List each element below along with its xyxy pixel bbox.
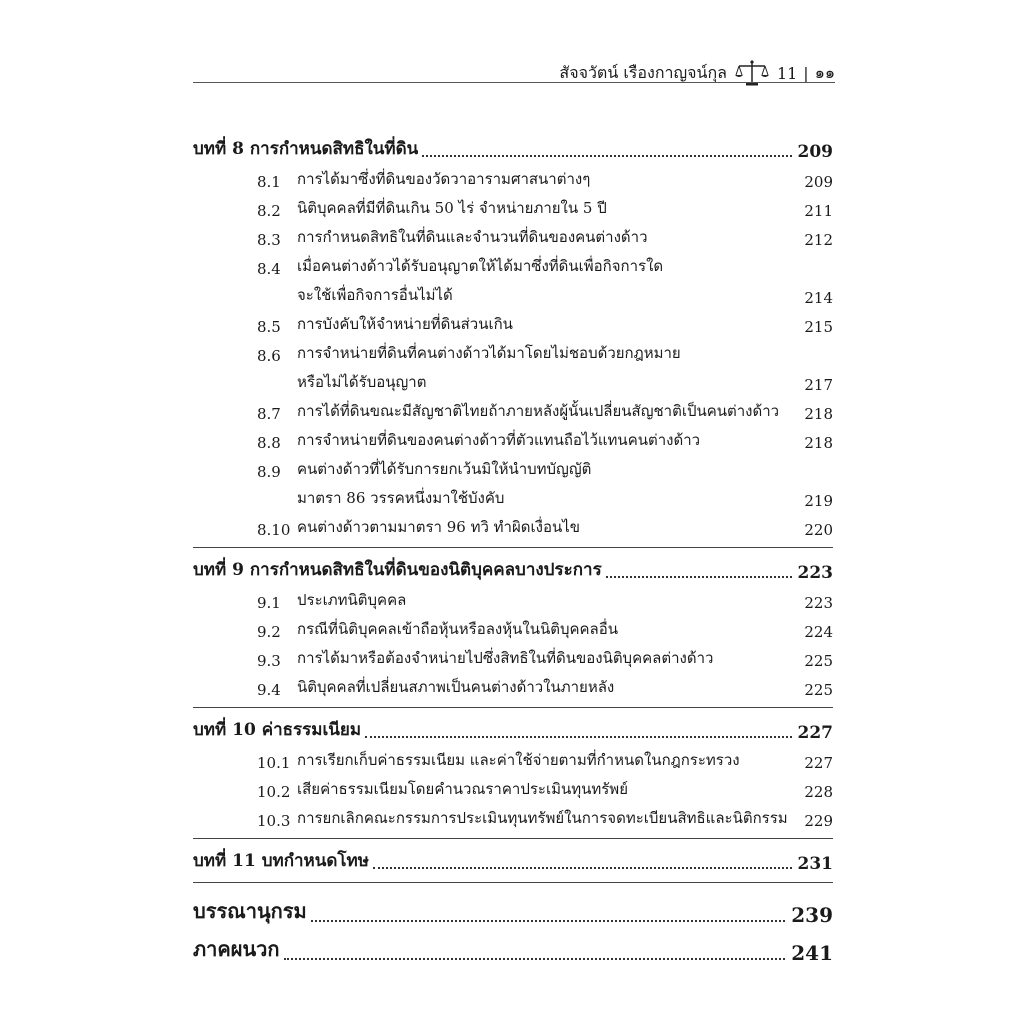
toc-section-continuation[interactable] [193, 481, 833, 510]
toc-section[interactable] [193, 510, 833, 539]
toc-section[interactable] [193, 249, 833, 278]
section-title: เสียค่าธรรมเนียมโดยคำนวณราคาประเมินทุนทรัพย์ [297, 780, 628, 798]
section-number: 8.5 [257, 318, 281, 336]
section-number: 8.1 [257, 173, 281, 191]
table-of-contents [193, 133, 833, 965]
section-title: นิติบุคคลที่มีที่ดินเกิน 50 ไร่ จำหน่ายภายใน 5 ปี [297, 199, 607, 217]
dot-leader [284, 957, 786, 960]
toc-chapter-10[interactable] [193, 714, 833, 743]
bibliography-page: 239 [791, 903, 833, 927]
section-number: 8.2 [257, 202, 281, 220]
chapter-divider [193, 707, 833, 708]
section-number: 9.3 [257, 652, 281, 670]
section-page: 229 [804, 812, 833, 830]
header-separator: | [803, 63, 809, 83]
chapter-title: บทที่ 11 บทกำหนดโทษ [193, 851, 369, 871]
section-title: การได้ที่ดินขณะมีสัญชาติไทยถ้าภายหลังผู้นั้นเปลี่ยนสัญชาติเป็นคนต่างด้าว [297, 402, 780, 420]
toc-section[interactable] [193, 743, 833, 772]
section-page: 227 [804, 754, 833, 772]
section-title: การเรียกเก็บค่าธรรมเนียม และค่าใช้จ่ายตามที่กำหนดในกฎกระทรวง [297, 751, 740, 769]
section-title-continued: หรือไม่ได้รับอนุญาต [297, 373, 427, 391]
section-number: 8.4 [257, 260, 281, 278]
toc-section[interactable] [193, 452, 833, 481]
section-title: การกำหนดสิทธิในที่ดินและจำนวนที่ดินของคนต่างด้าว [297, 228, 648, 246]
toc-chapter-11[interactable] [193, 845, 833, 874]
author-name: สัจจวัตน์ เรืองกาญจน์กุล [559, 62, 727, 82]
section-title: การยกเลิกคณะกรรมการประเมินทุนทรัพย์ในการจดทะเบียนสิทธิและนิติกรรม [297, 809, 788, 827]
dot-leader [422, 154, 791, 157]
chapter-divider [193, 838, 833, 839]
section-number: 10.2 [257, 783, 291, 801]
chapter-page: 223 [797, 563, 833, 583]
bibliography-title: บรรณานุกรม [193, 899, 307, 923]
section-page: 225 [804, 652, 833, 670]
section-page: 218 [804, 405, 833, 423]
section-page: 211 [804, 202, 833, 220]
dot-leader [311, 919, 786, 922]
toc-section[interactable] [193, 336, 833, 365]
toc-chapter-9[interactable] [193, 554, 833, 583]
toc-section[interactable] [193, 162, 833, 191]
section-number: 8.9 [257, 463, 281, 481]
section-title-continued: มาตรา 86 วรรคหนึ่งมาใช้บังคับ [297, 489, 505, 507]
section-number: 8.10 [257, 521, 291, 539]
toc-section[interactable] [193, 670, 833, 699]
chapter-divider [193, 882, 833, 883]
section-page: 217 [804, 376, 833, 394]
toc-bibliography[interactable] [193, 889, 833, 927]
section-title: ประเภทนิติบุคคล [297, 591, 407, 609]
section-page: 225 [804, 681, 833, 699]
section-number: 8.8 [257, 434, 281, 452]
dot-leader [365, 735, 791, 738]
section-number: 9.2 [257, 623, 281, 641]
section-page: 212 [804, 231, 833, 249]
section-page: 220 [804, 521, 833, 539]
chapter-divider [193, 547, 833, 548]
appendix-page: 241 [791, 941, 833, 965]
section-page: 219 [804, 492, 833, 510]
chapter-page: 231 [797, 854, 833, 874]
section-title: การจำหน่ายที่ดินที่คนต่างด้าวได้มาโดยไม่ชอบด้วยกฎหมาย [297, 344, 681, 362]
section-page: 214 [804, 289, 833, 307]
section-title: เมื่อคนต่างด้าวได้รับอนุญาตให้ได้มาซึ่งที่ดินเพื่อกิจการใด [297, 257, 664, 275]
dot-leader [373, 866, 792, 869]
section-number: 9.1 [257, 594, 281, 612]
toc-section[interactable] [193, 394, 833, 423]
dot-leader [606, 575, 792, 578]
chapter-title: บทที่ 10 ค่าธรรมเนียม [193, 720, 362, 740]
section-title: การบังคับให้จำหน่ายที่ดินส่วนเกิน [297, 315, 513, 333]
section-title-continued: จะใช้เพื่อกิจการอื่นไม่ได้ [297, 286, 453, 304]
section-title: คนต่างด้าวตามมาตรา 96 ทวิ ทำผิดเงื่อนไข [297, 518, 581, 536]
section-title: กรณีที่นิติบุคคลเข้าถือหุ้นหรือลงหุ้นในนิติบุคคลอื่น [297, 620, 618, 638]
toc-section-continuation[interactable] [193, 365, 833, 394]
section-number: 10.1 [257, 754, 291, 772]
section-page: 218 [804, 434, 833, 452]
toc-appendix[interactable] [193, 927, 833, 965]
toc-section-continuation[interactable] [193, 278, 833, 307]
section-number: 8.3 [257, 231, 281, 249]
toc-section[interactable] [193, 772, 833, 801]
section-title: การจำหน่ายที่ดินของคนต่างด้าวที่ตัวแทนถือไว้แทนคนต่างด้าว [297, 431, 701, 449]
page-number-arabic: 11 [776, 63, 798, 83]
section-page: 209 [804, 173, 833, 191]
page-number-thai: ๑๑ [814, 62, 835, 82]
toc-chapter-8[interactable] [193, 133, 833, 162]
toc-section[interactable] [193, 307, 833, 336]
toc-section[interactable] [193, 641, 833, 670]
toc-section[interactable] [193, 423, 833, 452]
running-header [555, 56, 835, 90]
section-page: 228 [804, 783, 833, 801]
section-title: คนต่างด้าวที่ได้รับการยกเว้นมิให้นำบทบัญญัติ [297, 460, 592, 478]
header-rule [193, 82, 835, 83]
chapter-title: บทที่ 8 การกำหนดสิทธิในที่ดิน [193, 139, 419, 159]
section-page: 215 [804, 318, 833, 336]
chapter-page: 209 [797, 142, 833, 162]
toc-section[interactable] [193, 191, 833, 220]
toc-section[interactable] [193, 801, 833, 830]
section-number: 10.3 [257, 812, 291, 830]
chapter-title: บทที่ 9 การกำหนดสิทธิในที่ดินของนิติบุคคลบางประการ [193, 560, 602, 580]
section-title: การได้มาหรือต้องจำหน่ายไปซึ่งสิทธิในที่ดินของนิติบุคคลต่างด้าว [297, 649, 714, 667]
section-page: 224 [804, 623, 833, 641]
toc-section[interactable] [193, 583, 833, 612]
toc-section[interactable] [193, 612, 833, 641]
section-number: 9.4 [257, 681, 281, 699]
section-number: 8.6 [257, 347, 281, 365]
appendix-title: ภาคผนวก [193, 937, 280, 961]
section-title: การได้มาซึ่งที่ดินของวัดวาอารามศาสนาต่างๆ [297, 170, 591, 188]
chapter-page: 227 [797, 723, 833, 743]
toc-section[interactable] [193, 220, 833, 249]
section-page: 223 [804, 594, 833, 612]
section-number: 8.7 [257, 405, 281, 423]
section-title: นิติบุคคลที่เปลี่ยนสภาพเป็นคนต่างด้าวในภายหลัง [297, 678, 615, 696]
